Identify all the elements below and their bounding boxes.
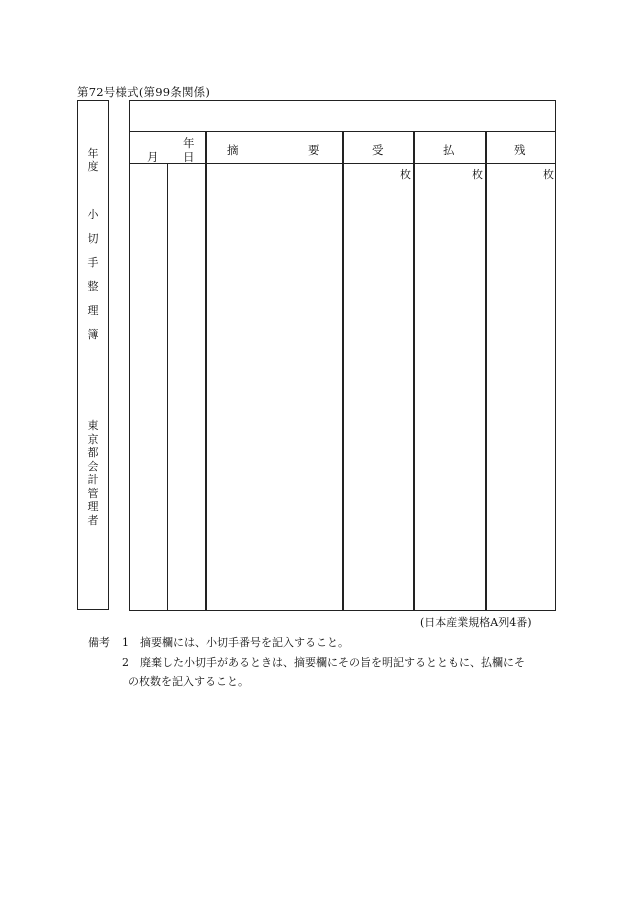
remark-item-1 bbox=[88, 633, 525, 653]
header-month: 月 bbox=[147, 150, 159, 164]
paid-unit: 枚 bbox=[472, 168, 483, 181]
paper-size-note: (日本産業規格A列4番) bbox=[420, 616, 532, 629]
title-char-2: 切 bbox=[87, 232, 99, 245]
header-balance: 残 bbox=[514, 143, 526, 157]
remark-text: 廃棄した小切手があるときは、摘要欄にその旨を明記するとともに、払欄にそ bbox=[140, 655, 525, 669]
received-unit: 枚 bbox=[400, 168, 411, 181]
issuer-char-7: 理 bbox=[87, 500, 99, 513]
summary-column-rule bbox=[342, 131, 344, 610]
title-char-5: 理 bbox=[87, 304, 99, 317]
header-paid: 払 bbox=[443, 143, 455, 157]
header-summary-2: 要 bbox=[308, 143, 320, 157]
header-received: 受 bbox=[372, 143, 384, 157]
header-day: 日 bbox=[183, 150, 195, 164]
title-char-4: 整 bbox=[87, 280, 99, 293]
issuer-char-6: 管 bbox=[87, 486, 99, 500]
remark-text: 摘要欄には、小切手番号を記入すること。 bbox=[140, 636, 349, 649]
received-column-rule bbox=[413, 131, 415, 610]
remark-item-2-continuation bbox=[88, 672, 525, 692]
date-column-rule bbox=[205, 131, 207, 610]
issuer-char-5: 計 bbox=[87, 473, 99, 486]
form-number: 第72号様式(第99条関係) bbox=[77, 85, 211, 99]
issuer-char-3: 都 bbox=[87, 446, 99, 459]
header-summary-1: 摘 bbox=[227, 143, 239, 157]
title-char-1: 小 bbox=[87, 208, 99, 221]
remark-item-2 bbox=[88, 653, 525, 673]
paid-column-rule bbox=[485, 131, 487, 610]
remark-number: 1 bbox=[122, 636, 129, 649]
issuer-char-2: 京 bbox=[87, 432, 99, 446]
month-column-rule bbox=[167, 163, 168, 610]
remark-text-continuation: の枚数を記入すること。 bbox=[128, 675, 249, 688]
nendo-char-2: 度 bbox=[87, 160, 99, 173]
ledger-table bbox=[129, 100, 556, 611]
remarks bbox=[88, 633, 525, 692]
title-char-6: 簿 bbox=[87, 328, 99, 341]
balance-unit: 枚 bbox=[543, 168, 554, 181]
issuer-char-8: 者 bbox=[87, 513, 99, 527]
ledger-side-panel bbox=[77, 100, 109, 610]
remark-number: 2 bbox=[122, 655, 129, 669]
title-char-3: 手 bbox=[87, 256, 99, 269]
issuer-char-1: 東 bbox=[87, 419, 99, 432]
header-year: 年 bbox=[183, 136, 195, 150]
issuer-char-4: 会 bbox=[87, 459, 99, 473]
nendo-char-1: 年 bbox=[87, 147, 99, 160]
issuer-label bbox=[78, 419, 108, 527]
remarks-label: 備考 bbox=[88, 636, 110, 649]
